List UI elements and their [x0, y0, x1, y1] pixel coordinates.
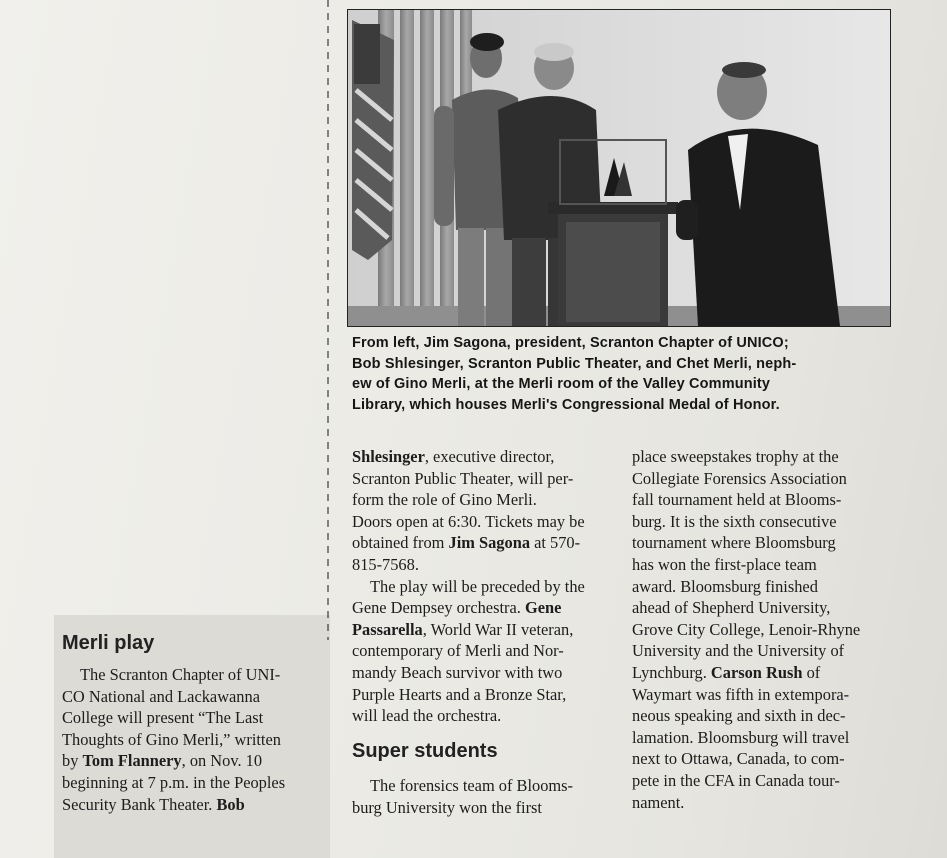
text-run: , World War II veteran, — [422, 619, 574, 639]
text-line: tournament where Bloomsburg — [632, 533, 836, 553]
article-column-right — [632, 446, 904, 813]
text-line: Collegiate Forensics Association — [632, 468, 847, 488]
text-line: Doors open at 6:30. Tickets may be — [352, 511, 585, 531]
text-line: form the role of Gino Merli. — [352, 490, 537, 510]
caption-line: Library, which houses Merli's Congressional Medal of Honor. — [352, 396, 780, 413]
text-line — [62, 794, 330, 816]
text-line: neous speaking and sixth in dec- — [632, 706, 846, 726]
text-line: award. Bloomsburg finished — [632, 576, 818, 596]
text-line: The Scranton Chapter of UNI- — [80, 665, 281, 684]
text-line: burg. It is the sixth consecutive — [632, 511, 837, 531]
article-merli-play — [62, 664, 330, 815]
bold-name: Jim Sagona — [448, 533, 531, 553]
text-line: next to Ottawa, Canada, to com- — [632, 749, 845, 769]
photo-caption — [352, 333, 892, 415]
text-run: Lynchburg. — [632, 662, 711, 682]
article-super-students — [352, 775, 624, 818]
photo-illustration — [348, 10, 890, 326]
bold-name: Shlesinger — [352, 447, 425, 466]
text-line: The forensics team of Blooms- — [370, 776, 574, 795]
text-line: Waymart was fifth in extempora- — [632, 684, 850, 704]
text-line: CO National and Lackawanna — [62, 686, 260, 706]
bold-name: Passarella — [352, 619, 423, 639]
text-line — [352, 446, 624, 468]
text-line — [632, 662, 904, 684]
headline-super-students: Super students — [352, 740, 498, 762]
text-line: Purple Hearts and a Bronze Star, — [352, 684, 567, 704]
text-line: fall tournament held at Blooms- — [632, 490, 842, 510]
bold-name: Carson Rush — [710, 662, 803, 682]
caption-line: From left, Jim Sagona, president, Scranton Chapter of UNICO; — [352, 335, 789, 351]
text-run: Gene Dempsey orchestra. — [352, 598, 525, 618]
text-line: Grove City College, Lenoir-Rhyne — [632, 619, 861, 639]
american-flag — [352, 20, 394, 260]
headline-merli-play: Merli play — [62, 632, 155, 654]
text-line: burg University won the first — [352, 797, 542, 817]
text-line: University and the University of — [632, 641, 845, 661]
caption-line: Bob Shlesinger, Scranton Public Theater, and Chet Merli, neph- — [352, 355, 797, 372]
text-run: of — [802, 662, 821, 682]
text-run: , on Nov. 10 — [181, 751, 263, 771]
bold-name: Bob — [216, 794, 245, 814]
text-line: lamation. Bloomsburg will travel — [632, 727, 850, 747]
text-run: , executive director, — [424, 447, 555, 466]
text-run: Security Bank Theater. — [62, 794, 217, 814]
news-photo — [347, 9, 891, 327]
text-line: has won the first-place team — [632, 554, 817, 574]
text-run: by — [62, 751, 83, 771]
article-column-middle — [352, 446, 624, 727]
cut-line — [327, 0, 329, 640]
text-line — [352, 532, 624, 554]
text-line: Scranton Public Theater, will per- — [352, 468, 574, 488]
text-line: beginning at 7 p.m. in the Peoples — [62, 772, 286, 792]
text-line: contemporary of Merli and Nor- — [352, 641, 564, 661]
text-line: The play will be preceded by the — [370, 576, 585, 596]
text-line: pete in the CFA in Canada tour- — [632, 770, 840, 790]
text-line: will lead the orchestra. — [352, 706, 502, 726]
text-line — [62, 750, 330, 772]
text-run: obtained from — [352, 533, 449, 553]
text-line: mandy Beach survivor with two — [352, 662, 563, 682]
caption-line: ew of Gino Merli, at the Merli room of the Valley Community — [352, 376, 771, 392]
text-run: at 570- — [530, 533, 581, 553]
bold-name: Gene — [524, 598, 562, 618]
text-line: place sweepstakes trophy at the — [632, 447, 839, 466]
text-line: 815-7568. — [352, 554, 419, 574]
text-line: nament. — [632, 792, 685, 812]
text-line — [352, 597, 624, 619]
text-line: ahead of Shepherd University, — [632, 598, 831, 618]
text-line: College will present “The Last — [62, 708, 264, 728]
text-line: Thoughts of Gino Merli,” written — [62, 729, 281, 749]
bold-name: Tom Flannery — [82, 751, 182, 771]
text-line — [352, 619, 624, 641]
